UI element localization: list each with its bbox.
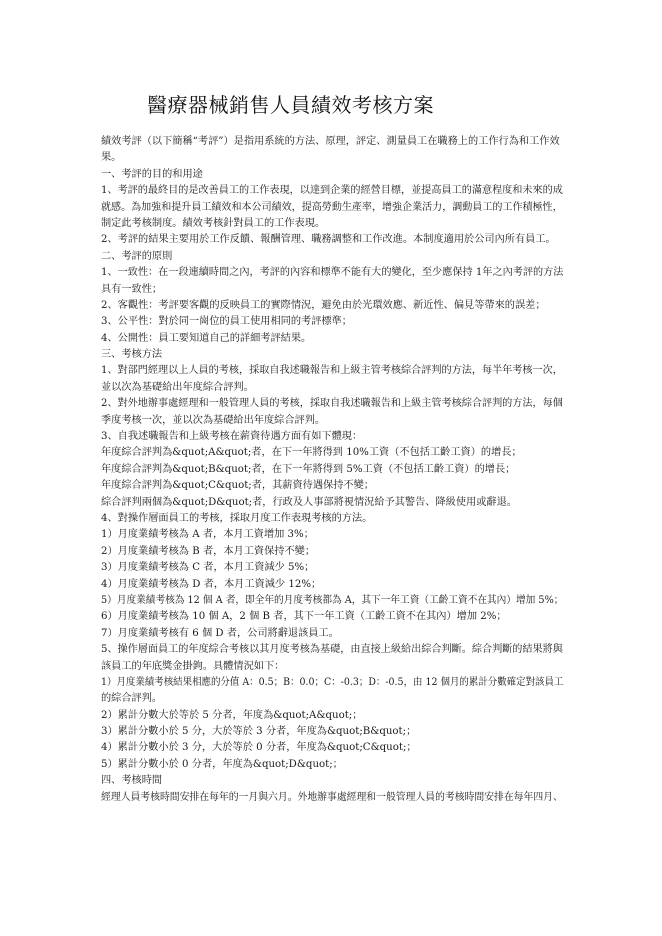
- paragraph-line: 具有一致性；: [101, 283, 163, 295]
- paragraph-line: 二、考評的原則: [101, 250, 173, 262]
- paragraph-line: 4、對操作層面員工的考核，採取月度工作表現考核的方法。: [101, 512, 373, 524]
- paragraph-line: 1）月度業績考核為 A 者，本月工資增加 3%；: [101, 529, 314, 541]
- paragraph-line: 該員工的年底獎金掛鉤。具體情況如下：: [101, 660, 285, 672]
- paragraph-line: 四、考核時間: [101, 775, 163, 787]
- paragraph-line: 績效考評（以下簡稱“考評”）是指用系統的方法、原理，評定、測量員工在職務上的工作行為和工作效: [101, 136, 560, 147]
- paragraph-line: 7）月度業績考核有 6 個 D 者，公司將辭退該員工。: [101, 627, 339, 639]
- paragraph-line: 5）月度業績考核為 12 個 A 者，即全年的月度考核都為 A，其下一年工資（工齡工資不在其內）增加 5%；: [101, 594, 564, 606]
- paragraph-line: 三、考核方法: [101, 349, 163, 361]
- paragraph-line: 制定此考核制度。績效考核針對員工的工作表現。: [101, 217, 326, 229]
- paragraph-line: 2、客觀性：考評要客觀的反映員工的實際情況，避免由於光環效應、新近性、偏見等帶來的誤差；: [101, 299, 546, 311]
- paragraph-line: 並以次為基礎給出年度綜合評判。: [101, 381, 254, 393]
- paragraph-line: 2、考評的結果主要用於工作反饋、報酬管理、職務調整和工作改進。本制度適用於公司內所有員工。: [101, 234, 556, 246]
- document-title: 醫療器械銷售人員績效考核方案: [147, 93, 434, 117]
- paragraph-line: 1、考評的最終目的是改善員工的工作表現，以達到企業的經營目標，並提高員工的滿意程度和未來的成: [101, 185, 563, 197]
- paragraph-line: 果。: [101, 152, 122, 164]
- paragraph-line: 3、自我述職報告和上級考核在薪資待遇方面有如下體現：: [101, 431, 363, 443]
- paragraph-line: 4）累計分數小於 3 分，大於等於 0 分者，年度為&quot;C&quot;；: [101, 742, 417, 754]
- paragraph-line: 年度綜合評判為&quot;A&quot;者，在下一年將得到 10%工資（不包括工齡工資）的增長；: [101, 447, 522, 459]
- paragraph-line: 年度綜合評判為&quot;B&quot;者，在下一年將得到 5%工資（不包括工齡工資）的增長；: [101, 463, 516, 475]
- paragraph-line: 就感。為加強和提升員工績效和本公司績效，提高勞動生產率，增強企業活力，調動員工的工作積極性，: [101, 201, 563, 213]
- paragraph-line: 4）月度業績考核為 D 者，本月工資減少 12%；: [101, 578, 322, 590]
- paragraph-line: 5）累計分數小於 0 分者，年度為&quot;D&quot;；: [101, 758, 343, 770]
- paragraph-line: 3）月度業績考核為 C 者，本月工資減少 5%；: [101, 562, 315, 574]
- paragraph-line: 4、公開性：員工要知道自己的詳細考評結果。: [101, 332, 312, 344]
- paragraph-line: 2）累計分數大於等於 5 分者，年度為&quot;A&quot;；: [101, 709, 363, 721]
- paragraph-line: 5、操作層面員工的年度綜合考核以其月度考核為基礎，由直接上級給出綜合判斷。綜合判斷的結果將與: [101, 644, 563, 656]
- paragraph-line: 1、對部門經理以上人員的考核，採取自我述職報告和上級主管考核綜合評判的方法，每半年考核一次，: [101, 365, 563, 377]
- paragraph-line: 季度考核一次，並以次為基礎給出年度綜合評判。: [101, 414, 326, 426]
- document-body: [101, 134, 563, 806]
- paragraph-line: 綜合評判兩個為&quot;D&quot;者，行政及人事部將視情況給予其警告、降級使用或辭退。: [101, 496, 517, 508]
- paragraph-line: 6）月度業績考核為 10 個 A，2 個 B 者，其下一年工資（工齡工資不在其內）增加 2%；: [101, 611, 507, 623]
- paragraph-line: 2）月度業績考核為 B 者，本月工資保持不變；: [101, 545, 316, 557]
- paragraph-line: 3）累計分數小於 5 分，大於等於 3 分者，年度為&quot;B&quot;；: [101, 726, 417, 738]
- paragraph-line: 的綜合評判。: [101, 693, 163, 705]
- paragraph-line: 3、公平性：對於同一崗位的員工使用相同的考評標準；: [101, 316, 352, 328]
- paragraph-line: 年度綜合評判為&quot;C&quot;者，其薪資待遇保持不變；: [101, 480, 374, 492]
- paragraph-line: 1）月度業績考核結果相應的分值 A：0.5；B：0.0；C：-0.3；D：-0.5，由 12 個月的累計分數確定對該員工: [101, 676, 564, 688]
- paragraph-line: 2、對外地辦事處經理和一般管理人員的考核，採取自我述職報告和上級主管考核綜合評判的方法，每個: [101, 398, 563, 410]
- paragraph-line: 經理人員考核時間安排在每年的一月與六月。外地辦事處經理和一般管理人員的考核時間安排在每年四月、: [101, 791, 563, 803]
- paragraph-line: 1、一致性：在一段連續時間之內，考評的內容和標準不能有大的變化，至少應保持 1年之內考評的方法: [101, 267, 564, 279]
- paragraph-line: 一、考評的目的和用途: [101, 168, 203, 180]
